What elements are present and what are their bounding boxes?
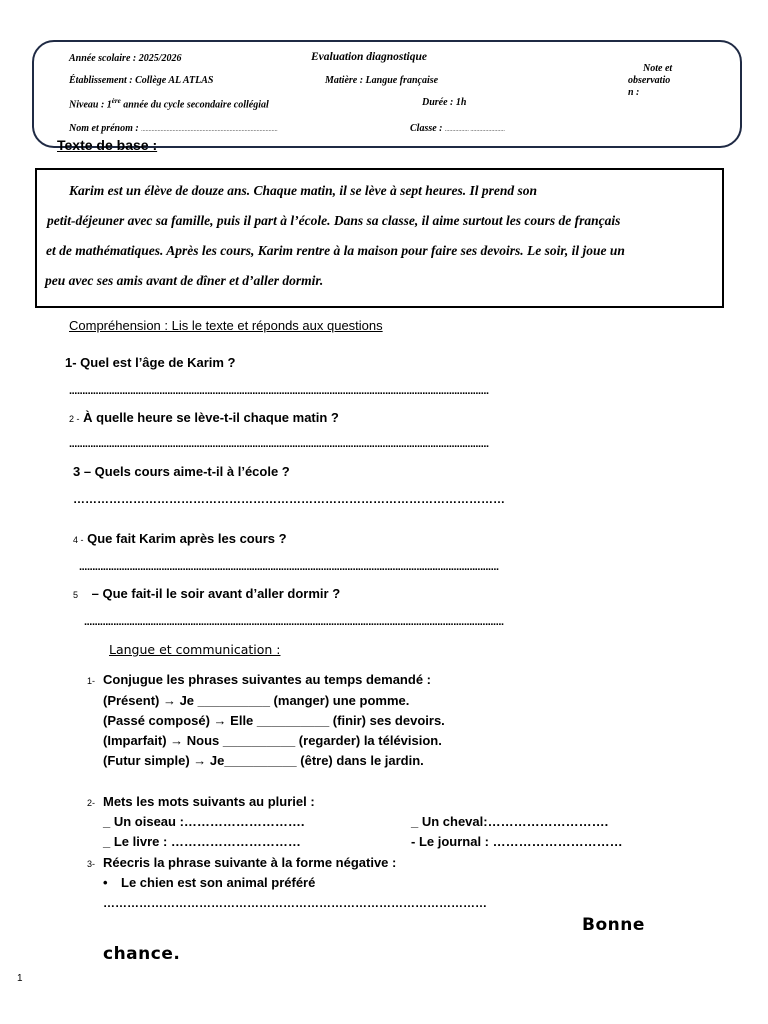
subject: Matière : Langue française — [325, 75, 439, 86]
evaluation-title: Evaluation diagnostique — [311, 51, 427, 63]
level-sup: ère — [111, 97, 121, 105]
comprehension-heading: Compréhension : Lis le texte et réponds aux questions — [69, 318, 383, 333]
question-4 — [73, 531, 287, 546]
question-2-text: À quelle heure se lève-t-il chaque matin ? — [79, 410, 339, 425]
exercise-1-line-2[interactable]: (Passé composé) → Elle __________ (finir) ses devoirs. — [103, 713, 445, 728]
exercise-3-title: Réecris la phrase suivante à la forme négative : — [103, 855, 397, 870]
duration: Durée : 1h — [422, 97, 467, 108]
question-5-number: 5 — [73, 590, 79, 600]
question-2 — [69, 410, 339, 425]
name-dots: ........................................................................................... — [141, 127, 278, 133]
name-label: Nom et prénom : — [69, 123, 139, 134]
level — [69, 97, 269, 110]
exercise-1-line-1[interactable]: (Présent) → Je __________ (manger) une pomme. — [103, 693, 410, 708]
level-rest: année du cycle secondaire collégial — [120, 99, 269, 111]
base-text-line-4: peu avec ses amis avant de dîner et d’aller dormir. — [45, 273, 324, 288]
class-label: Classe : — [410, 123, 443, 134]
question-3: 3 – Quels cours aime-t-il à l’école ? — [73, 464, 290, 479]
exercise-3-bullet-icon: • — [103, 875, 108, 890]
langue-heading: Langue et communication : — [109, 642, 281, 657]
answer-line-1[interactable]: .............................................................................................................................................................. — [69, 385, 489, 397]
question-4-text: Que fait Karim après les cours ? — [83, 531, 287, 546]
question-4-number: 4 - — [73, 535, 84, 545]
class-dots: ................ ....................... — [445, 127, 505, 133]
answer-line-5[interactable]: .............................................................................................................................................................. — [84, 616, 504, 628]
exercise-1-title: Conjugue les phrases suivantes au temps demandé : — [103, 672, 431, 687]
exercise-2-title: Mets les mots suivants au pluriel : — [103, 794, 315, 809]
answer-line-4[interactable]: .............................................................................................................................................................. — [79, 561, 499, 573]
exercise-2-item-journal[interactable]: - Le journal : ………………………… — [411, 834, 623, 849]
note-line-1: Note et — [643, 63, 673, 74]
answer-line-3[interactable]: ……………………………………………………………………………………………… — [73, 492, 505, 506]
closing-chance: chance. — [103, 944, 181, 964]
page-number: 1 — [17, 973, 23, 984]
exercise-3-answer-line[interactable]: …………………………………………………………………………………… — [103, 896, 487, 910]
name-field[interactable] — [69, 123, 278, 134]
note-line-2: observatio — [628, 75, 671, 86]
school-year: Année scolaire : 2025/2026 — [69, 53, 182, 64]
exercise-1-line-4[interactable]: (Futur simple) → Je__________ (être) dans le jardin. — [103, 753, 424, 768]
note-line-3: n : — [628, 87, 640, 98]
exercise-3-sentence: Le chien est son animal préféré — [121, 875, 316, 890]
school-name: Établissement : Collège AL ATLAS — [69, 75, 214, 86]
exercise-3-number: 3- — [87, 859, 96, 869]
question-1: 1- Quel est l’âge de Karim ? — [65, 355, 236, 370]
exercise-1-line-3[interactable]: (Imparfait) → Nous __________ (regarder) la télévision. — [103, 733, 442, 748]
exercise-2-number: 2- — [87, 798, 96, 808]
question-2-number: 2 - — [69, 414, 80, 424]
base-text-heading: Texte de base : — [57, 137, 158, 153]
exercise-2-item-cheval[interactable]: _ Un cheval:………………………. — [411, 814, 609, 829]
exercise-2-item-oiseau[interactable]: _ Un oiseau :………………………. — [103, 814, 305, 829]
base-text-line-1: Karim est un élève de douze ans. Chaque matin, il se lève à sept heures. Il prend son — [69, 183, 538, 198]
closing-bonne: Bonne — [582, 915, 645, 935]
base-text-line-2: petit-déjeuner avec sa famille, puis il part à l’école. Dans sa classe, il aime surtout les cours de français — [47, 213, 621, 228]
level-prefix: Niveau : 1 — [69, 99, 112, 111]
exercise-1-number: 1- — [87, 676, 96, 686]
question-5-text: – Que fait-il le soir avant d’aller dormir ? — [91, 586, 341, 601]
base-text-line-3: et de mathématiques. Après les cours, Karim rentre à la maison pour faire ses devoirs. Le soir, il joue un — [46, 243, 625, 258]
class-field[interactable] — [410, 123, 505, 134]
question-5 — [73, 586, 340, 601]
answer-line-2[interactable]: .............................................................................................................................................................. — [69, 438, 489, 450]
exercise-2-item-livre[interactable]: _ Le livre : ………………………… — [103, 834, 301, 849]
